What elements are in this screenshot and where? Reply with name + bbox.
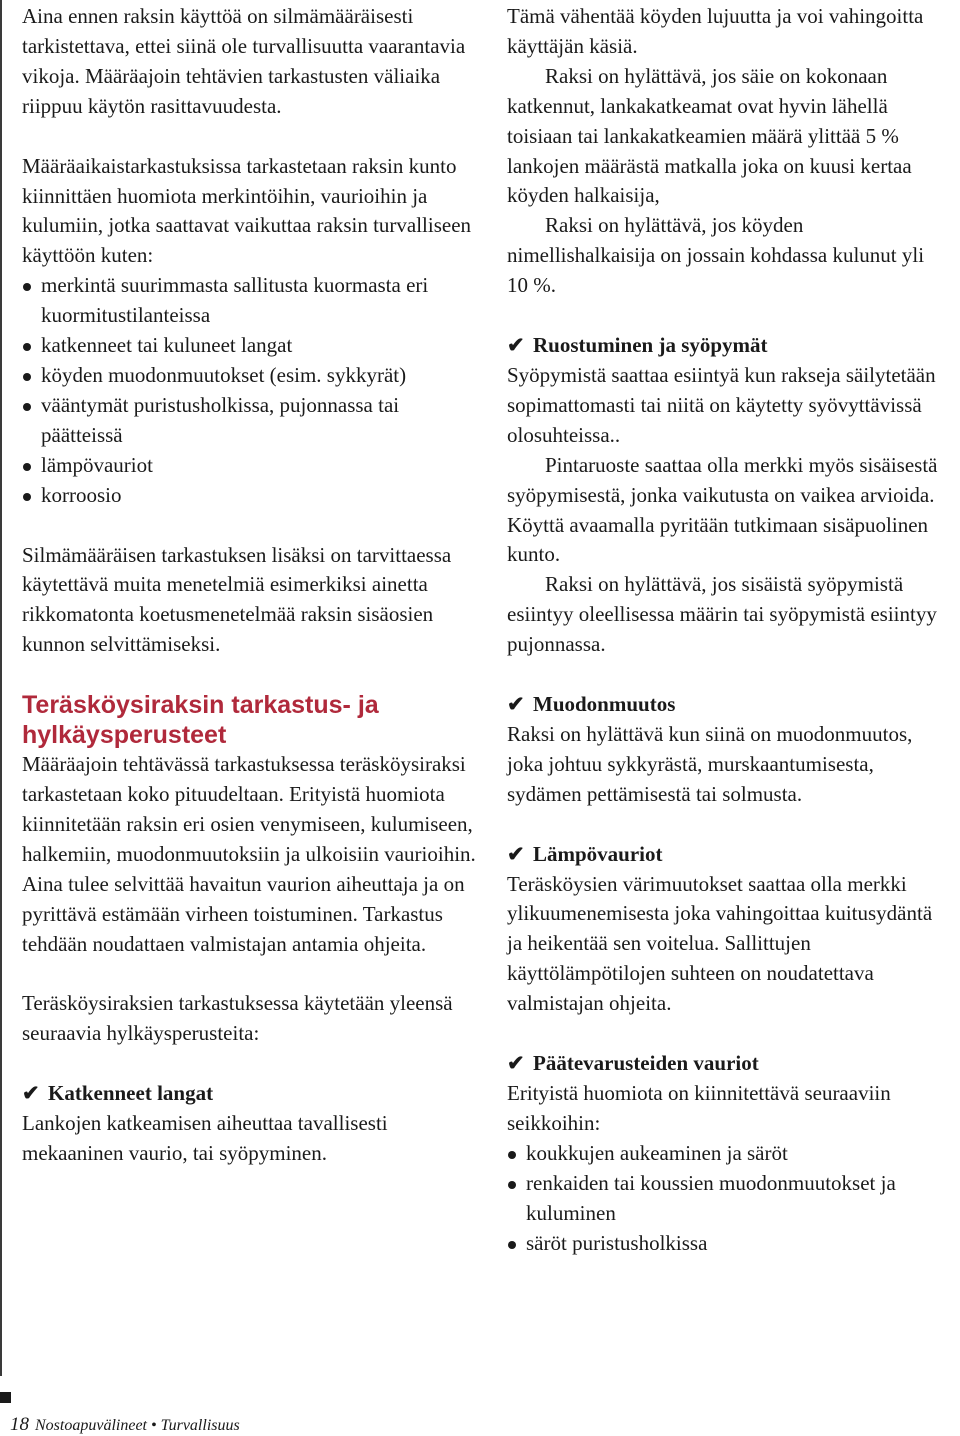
rejection-criteria-intro: Teräsköysiraksien tarkastuksessa käytetään yleensä seuraavia hylkäysperusteita: <box>22 991 453 1046</box>
periodic-inspection-paragraph: Määräaikaistarkastuksissa tarkastetaan raksin kunto kiinnittäen huomiota merkintöihin, vaurioihin ja kulumiin, jotka saattavat vaikuttaa raksin turvalliseen käyttöön kuten: <box>22 153 472 268</box>
list-item: renkaiden tai koussien muodonmuutokset ja kuluminen <box>507 1169 949 1229</box>
broken-wires-paragraph: Lankojen katkeamisen aiheuttaa tavallisesti mekaaninen vaurio, tai syöpyminen. <box>22 1111 388 1166</box>
end-fittings-bullet-list <box>507 1139 949 1259</box>
corrosion-paragraph: Syöpymistä saattaa esiintyä kun rakseja säilytetään sopimattomasti tai niitä on käytetty syövyttävissä olosuhteissa.. <box>507 362 936 447</box>
checkmark-icon: ✔ <box>507 841 525 866</box>
rope-inspection-paragraph: Määräajoin tehtävässä tarkastuksessa teräsköysiraksi tarkastetaan koko pituudeltaan. Erityistä huomiota kiinnitetään raksin eri osien venymiseen, kulumiseen, halkemiin, muodonmuutoksiin ja ulkoisiin vaurioihin. Aina tulee selvittää havaitun vaurion aiheuttaja ja on pyrittävä estämään virheen toistuminen. Tarkastus tehdään noudattaen valmistajan antamia ohjeita. <box>22 752 476 956</box>
list-item: köyden muodonmuutokset (esim. sykkyrät) <box>22 361 476 391</box>
list-item: säröt puristusholkissa <box>507 1229 949 1259</box>
checkmark-icon: ✔ <box>22 1081 40 1106</box>
section-title <box>22 690 476 750</box>
list-item: korroosio <box>22 481 476 511</box>
checkmark-icon: ✔ <box>507 692 525 717</box>
intro-paragraph: Aina ennen raksin käyttöä on silmämääräisesti tarkistettava, ettei siinä ole turvallisuutta vaarantavia vikoja. Määräajoin tehtävien tarkastusten väliaika riippuu käytön rasittavuudesta. <box>22 4 466 118</box>
rejection-strand-paragraph: Raksi on hylättävä, jos säie on kokonaan katkennut, lankakatkeamat ovat hyvin lähellä toisiaan tai lankakatkeamien määrä ylittää 5 % lankojen määrästä matkalla joka on kuusi kertaa köyden halkaisija, <box>507 63 912 208</box>
footer-text <box>10 1414 240 1436</box>
list-item: merkintä suurimmasta sallitusta kuormasta eri kuormitustilanteissa <box>22 271 476 331</box>
list-item: vääntymät puristusholkissa, pujonnassa tai päätteissä <box>22 391 476 451</box>
section-title-line1: Teräsköysiraksin tarkastus- ja <box>22 691 379 720</box>
end-fittings-paragraph: Erityistä huomiota on kiinnitettävä seuraaviin seikkoihin: <box>507 1081 891 1135</box>
rejection-diameter-paragraph: Raksi on hylättävä, jos köyden nimellishalkaisija on jossain kohdassa kulunut yli 10 %. <box>507 213 925 298</box>
internal-corrosion-paragraph: Raksi on hylättävä, jos sisäistä syöpymistä esiintyy oleellisessa määrin tai syöpymistä esiintyy pujonnassa. <box>507 572 937 657</box>
inspection-bullet-list <box>22 271 476 510</box>
left-margin-rule <box>0 0 2 1376</box>
footer-title: Nostoapuvälineet • Turvallisuus <box>35 1417 240 1434</box>
left-column <box>22 2 476 1169</box>
visual-inspection-paragraph: Silmämääräisen tarkastuksen lisäksi on tarvittaessa käytettävä muita menetelmiä esimerkiksi ainetta rikkomatonta koetusmenetelmää raksin sisäosien kunnon selvittämiseksi. <box>22 542 452 657</box>
surface-rust-paragraph: Pintaruoste saattaa olla merkki myös sisäisestä syöpymisestä, jonka vaikutusta on vaikea arvioida. Köyttä avaamalla pyritään tutkimaan sisäpuolinen kunto. <box>507 452 938 567</box>
heading-end-fittings: ✔ Päätevarusteiden vauriot <box>507 1049 949 1079</box>
page-number: 18 <box>10 1414 29 1435</box>
list-item: koukkujen aukeaminen ja säröt <box>507 1139 949 1169</box>
section-title-line2: hylkäysperusteet <box>22 721 227 750</box>
wire-damage-paragraph: Tämä vähentää köyden lujuutta ja voi vahingoitta käyttäjän käsiä. <box>507 4 924 58</box>
heading-broken-wires: ✔ Katkenneet langat <box>22 1079 476 1109</box>
heat-damage-paragraph: Teräsköysien värimuutokset saattaa olla merkki ylikuumenemisesta joka vahingoittaa kuitusydäntä ja heikentää sen voitelua. Sallittujen käyttölämpötilojen suhteen on noudatettava valmistajan ohjeita. <box>507 871 933 1016</box>
right-column <box>507 2 949 1258</box>
heading-corrosion: ✔ Ruostuminen ja syöpymät <box>507 331 949 361</box>
footer-square-icon <box>0 1392 11 1403</box>
heading-heat-damage: ✔ Lämpövauriot <box>507 840 949 870</box>
page-footer <box>0 1392 480 1436</box>
heading-deformation: ✔ Muodonmuutos <box>507 690 949 720</box>
list-item: katkenneet tai kuluneet langat <box>22 331 476 361</box>
list-item: lämpövauriot <box>22 451 476 481</box>
checkmark-icon: ✔ <box>507 1051 525 1076</box>
deformation-paragraph: Raksi on hylättävä kun siinä on muodonmuutos, joka johtuu sykkyrästä, murskaantumisesta, sydämen pettämisestä tai solmusta. <box>507 721 913 806</box>
checkmark-icon: ✔ <box>507 333 525 358</box>
